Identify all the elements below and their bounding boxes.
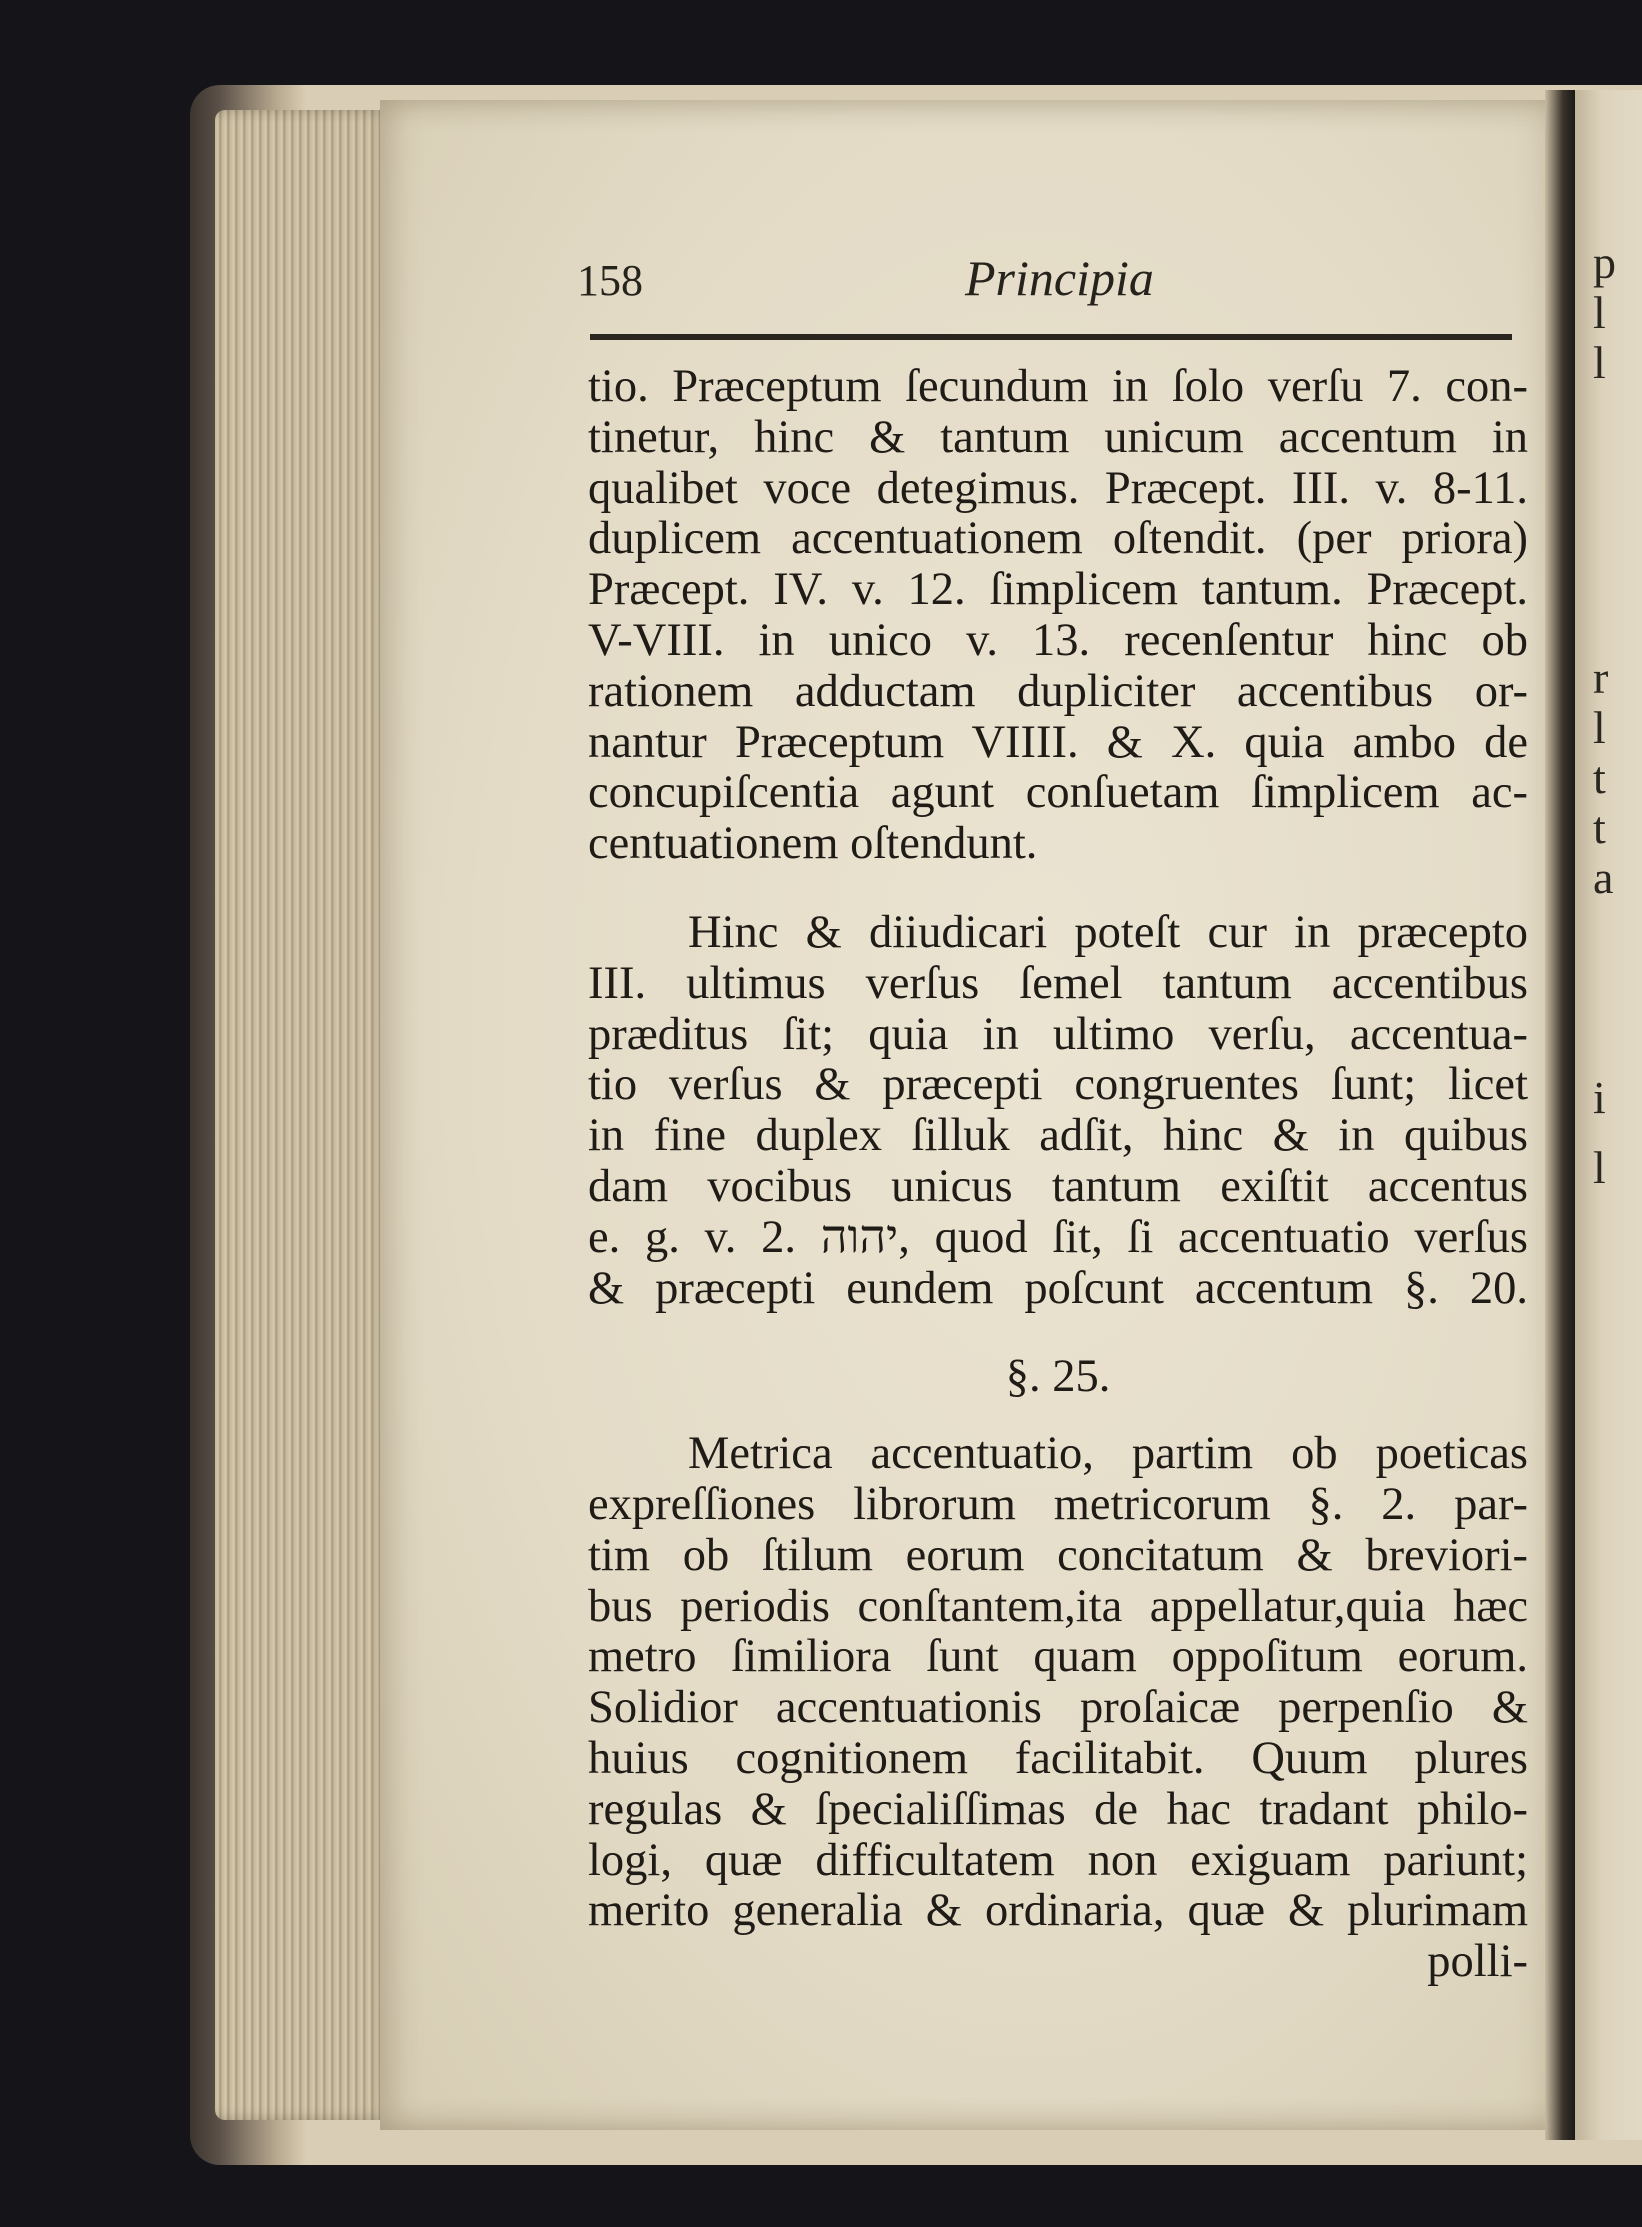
- text-line: e. g. v. 2. יהוה, quod ſit, ſi accentuatio verſus: [588, 1211, 1529, 1263]
- text-line: tinetur, hinc & tantum unicum accentum in: [588, 411, 1528, 463]
- facing-page-fragment: r: [1593, 652, 1609, 703]
- text-line: merito generalia & ordinaria, quæ & plurimam: [588, 1885, 1528, 1937]
- text-line: duplicem accentuationem oſtendit. (per priora): [588, 513, 1528, 565]
- page-header: [577, 250, 1517, 315]
- facing-page-fragment: i: [1593, 1072, 1606, 1123]
- facing-page-fragment: l: [1593, 337, 1606, 388]
- text-line: Metrica accentuatio, partim ob poeticas: [688, 1428, 1528, 1480]
- facing-page-fragment: l: [1593, 1142, 1606, 1193]
- text-line: præditus ſit; quia in ultimo verſu, accentua-: [588, 1008, 1528, 1060]
- facing-page-edge: [1575, 90, 1642, 2140]
- text-line: dam vocibus unicus tantum exiſtit accentus: [588, 1160, 1528, 1212]
- text-line: V-VIII. in unico v. 13. recenſentur hinc ob: [588, 614, 1528, 666]
- section-heading: §. 25.: [1005, 1351, 1111, 1403]
- text-line: in fine duplex ſilluk adſit, hinc & in quibus: [588, 1110, 1528, 1162]
- facing-page-fragment: p: [1593, 237, 1616, 288]
- facing-page-fragment: l: [1593, 287, 1606, 338]
- facing-page-fragment: l: [1593, 702, 1606, 753]
- page-edges: [215, 110, 390, 2120]
- text-line: III. ultimus verſus ſemel tantum accentibus: [588, 957, 1528, 1009]
- text-line: qualibet voce detegimus. Præcept. III. v. 8-11.: [588, 462, 1528, 514]
- text-line: concupiſcentia agunt conſuetam ſimplicem ac-: [588, 767, 1528, 819]
- paragraph: [588, 1429, 1528, 1937]
- running-title: Principia: [965, 250, 1154, 306]
- book-gutter: [1545, 90, 1575, 2140]
- text-line: bus periodis conſtantem,ita appellatur,quia hæc: [588, 1580, 1528, 1632]
- paragraph: [588, 362, 1528, 870]
- text-line: metro ſimiliora ſunt quam oppoſitum eorum.: [588, 1631, 1528, 1683]
- text-line: Solidior accentuationis proſaicæ perpenſio &: [588, 1682, 1528, 1734]
- catchword: polli-: [1427, 1936, 1528, 1988]
- text-line: centuationem oſtendunt.: [588, 818, 1038, 870]
- text-line: huius cognitionem facilitabit. Quum plures: [588, 1732, 1528, 1784]
- text-line: Hinc & diiudicari poteſt cur in præcepto: [688, 906, 1528, 958]
- page-number: 158: [577, 256, 643, 305]
- facing-page-fragment: t: [1593, 752, 1606, 803]
- text-line: rationem adductam dupliciter accentibus or-: [588, 665, 1528, 717]
- page-text: [588, 362, 1528, 1988]
- header-rule: [590, 334, 1512, 340]
- text-line: tim ob ſtilum eorum concitatum & breviori-: [588, 1529, 1528, 1581]
- text-line: & præcepti eundem poſcunt accentum §. 20.: [588, 1262, 1528, 1314]
- text-line: nantur Præceptum VIIII. & X. quia ambo de: [588, 716, 1528, 768]
- text-line: logi, quæ difficultatem non exiguam pariunt;: [588, 1834, 1528, 1886]
- text-line: expreſſiones librorum metricorum §. 2. par-: [588, 1478, 1528, 1530]
- text-line: regulas & ſpecialiſſimas de hac tradant philo-: [588, 1783, 1528, 1835]
- facing-page-fragment: a: [1593, 852, 1614, 903]
- text-line: Præcept. IV. v. 12. ſimplicem tantum. Præcept.: [588, 564, 1528, 616]
- text-line: tio verſus & præcepti congruentes ſunt; licet: [588, 1059, 1528, 1111]
- paragraph: [588, 908, 1528, 1314]
- text-line: tio. Præceptum ſecundum in ſolo verſu 7. con-: [588, 361, 1528, 412]
- facing-page-fragment: t: [1593, 802, 1606, 853]
